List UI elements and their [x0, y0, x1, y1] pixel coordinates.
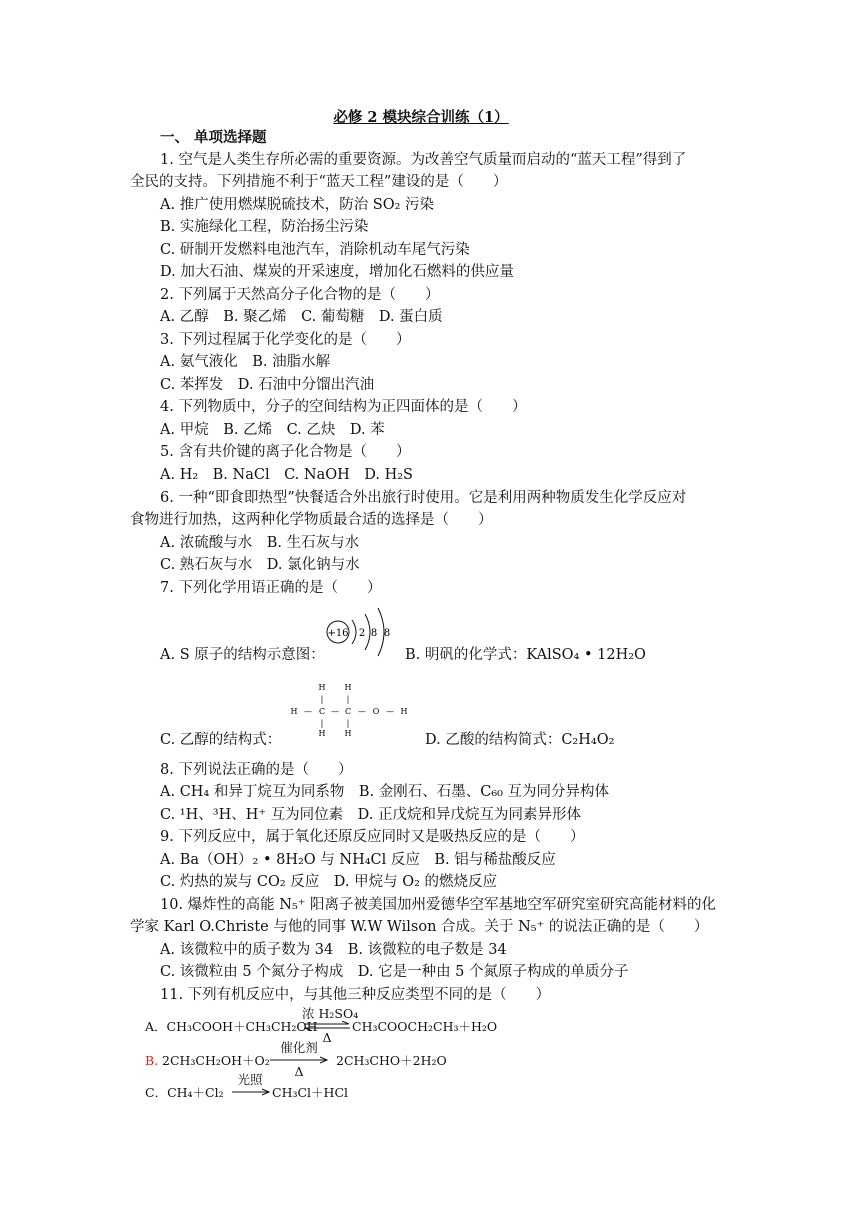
q10-options-2: C. 该微粒由 5 个氮分子构成 D. 它是一种由 5 个氮原子构成的单质分子: [160, 964, 629, 980]
atom-nucleus-label: +16: [327, 628, 349, 639]
struct-vbond: |: [320, 695, 324, 704]
struct-bond: —: [304, 707, 312, 716]
q7-option-d: D. 乙酸的结构简式：C₂H₄O₂: [425, 732, 615, 748]
atom-shell-2-label: 8: [370, 628, 378, 639]
q11-c-condition-top: 光照: [237, 1072, 263, 1087]
q9-stem: 9. 下列反应中，属于氧化还原反应同时又是吸热反应的是（ ）: [160, 829, 585, 845]
struct-vbond: |: [320, 719, 324, 728]
ethanol-structural-formula: [286, 680, 416, 740]
q11-stem: 11. 下列有机反应中，与其他三种反应类型不同的是（ ）: [160, 987, 551, 1003]
q11-a-condition-bottom: Δ: [322, 1030, 332, 1045]
struct-bond: —: [386, 707, 394, 716]
q11-a-condition-top: 浓 H₂SO₄: [302, 1006, 359, 1021]
struct-h: H: [344, 729, 352, 738]
q6-options-2: C. 熟石灰与水 D. 氯化钠与水: [160, 557, 360, 573]
struct-bond: —: [331, 707, 339, 716]
section-heading: 一、 单项选择题: [160, 129, 267, 146]
struct-vbond: |: [346, 719, 350, 728]
struct-h: H: [318, 683, 326, 692]
q11-b-condition-top: 催化剂: [280, 1040, 318, 1055]
q11-b-condition-bottom: Δ: [294, 1064, 304, 1079]
struct-h: H: [290, 707, 298, 716]
q4-stem: 4. 下列物质中，分子的空间结构为正四面体的是（ ）: [160, 399, 527, 415]
q1-stem-line2: 全民的支持。下列措施不利于“蓝天工程”建设的是（ ）: [130, 174, 508, 190]
q11-c-reactants: C．CH₄＋Cl₂: [145, 1085, 224, 1100]
q1-option-c: C. 研制开发燃料电池汽车，消除机动车尾气污染: [160, 242, 470, 258]
q1-option-b: B. 实施绿化工程，防治扬尘污染: [160, 219, 369, 235]
struct-h: H: [318, 729, 326, 738]
q6-stem-line1: 6. 一种“即食即热型”快餐适合外出旅行时使用。它是利用两种物质发生化学反应对: [160, 490, 687, 506]
q7-option-b: B. 明矾的化学式：KAlSO₄ • 12H₂O: [405, 647, 646, 663]
q6-stem-line2: 食物进行加热，这两种化学物质最合适的选择是（ ）: [130, 512, 493, 528]
q7-option-a: A. S 原子的结构示意图：: [160, 647, 325, 663]
q5-stem: 5. 含有共价键的离子化合物是（ ）: [160, 444, 411, 460]
atom-shell-1-label: 2: [358, 628, 366, 639]
atom-shell-3-label: 8: [383, 628, 391, 639]
q10-stem-line1: 10. 爆炸性的高能 N₅⁺ 阳离子被美国加州爱德华空军基地空军研究室研究高能材料的化: [160, 897, 717, 913]
q11-b-reactants: 2CH₃CH₂OH＋O₂: [162, 1053, 270, 1068]
q1-option-a: A. 推广使用燃煤脱硫技术，防治 SO₂ 污染: [160, 197, 435, 213]
q7-option-c: C. 乙醇的结构式：: [160, 732, 282, 748]
q11-b-label: B.: [145, 1053, 159, 1068]
q10-options-1: A. 该微粒中的质子数为 34 B. 该微粒的电子数是 34: [160, 942, 507, 958]
q7-stem: 7. 下列化学用语正确的是（ ）: [160, 580, 382, 596]
q11-a-products: CH₃COOCH₂CH₃＋H₂O: [352, 1019, 498, 1034]
q3-options-2: C. 苯挥发 D. 石油中分馏出汽油: [160, 377, 375, 393]
q10-stem-line2: 学家 Karl O.Christe 与他的同事 W.W Wilson 合成。关于 N₅⁺ 的说法正确的是（ ）: [130, 919, 709, 935]
q2-stem: 2. 下列属于天然高分子化合物的是（ ）: [160, 287, 440, 303]
q4-options: A. 甲烷 B. 乙烯 C. 乙炔 D. 苯: [160, 422, 385, 438]
q11-c-products: CH₃Cl＋HCl: [272, 1085, 349, 1100]
page-title: 必修 2 模块综合训练（1）: [333, 109, 509, 126]
right-arrow-icon: [230, 1088, 272, 1096]
sulfur-atom-diagram: [320, 602, 400, 662]
q8-options-2: C. ¹H、³H、H⁺ 互为同位素 D. 正戊烷和异戊烷互为同素异形体: [160, 807, 581, 823]
struct-c: C: [318, 707, 326, 716]
struct-h: H: [400, 707, 408, 716]
q5-options: A. H₂ B. NaCl C. NaOH D. H₂S: [160, 467, 413, 483]
q11-b-products: 2CH₃CHO＋2H₂O: [336, 1053, 447, 1068]
q8-stem: 8. 下列说法正确的是（ ）: [160, 762, 353, 778]
q8-options-1: A. CH₄ 和异丁烷互为同系物 B. 金刚石、石墨、C₆₀ 互为同分异构体: [160, 784, 610, 800]
struct-vbond: |: [346, 695, 350, 704]
q6-options-1: A. 浓硫酸与水 B. 生石灰与水: [160, 535, 360, 551]
q3-stem: 3. 下列过程属于化学变化的是（ ）: [160, 332, 411, 348]
q9-options-2: C. 灼热的炭与 CO₂ 反应 D. 甲烷与 O₂ 的燃烧反应: [160, 874, 498, 890]
q1-option-d: D. 加大石油、煤炭的开采速度，增加化石燃料的供应量: [160, 264, 514, 280]
struct-h: H: [344, 683, 352, 692]
struct-bond: —: [358, 707, 366, 716]
q1-stem-line1: 1. 空气是人类生存所必需的重要资源。为改善空气质量而启动的“蓝天工程”得到了: [160, 152, 687, 168]
q2-options: A. 乙醇 B. 聚乙烯 C. 葡萄糖 D. 蛋白质: [160, 309, 443, 325]
q3-options-1: A. 氨气液化 B. 油脂水解: [160, 354, 331, 370]
q9-options-1: A. Ba（OH）₂ • 8H₂O 与 NH₄Cl 反应 B. 铝与稀盐酸反应: [160, 852, 556, 868]
struct-o: O: [372, 707, 380, 716]
struct-c: C: [344, 707, 352, 716]
q11-a-reactants: A．CH₃COOH＋CH₃CH₂OH: [145, 1019, 318, 1034]
